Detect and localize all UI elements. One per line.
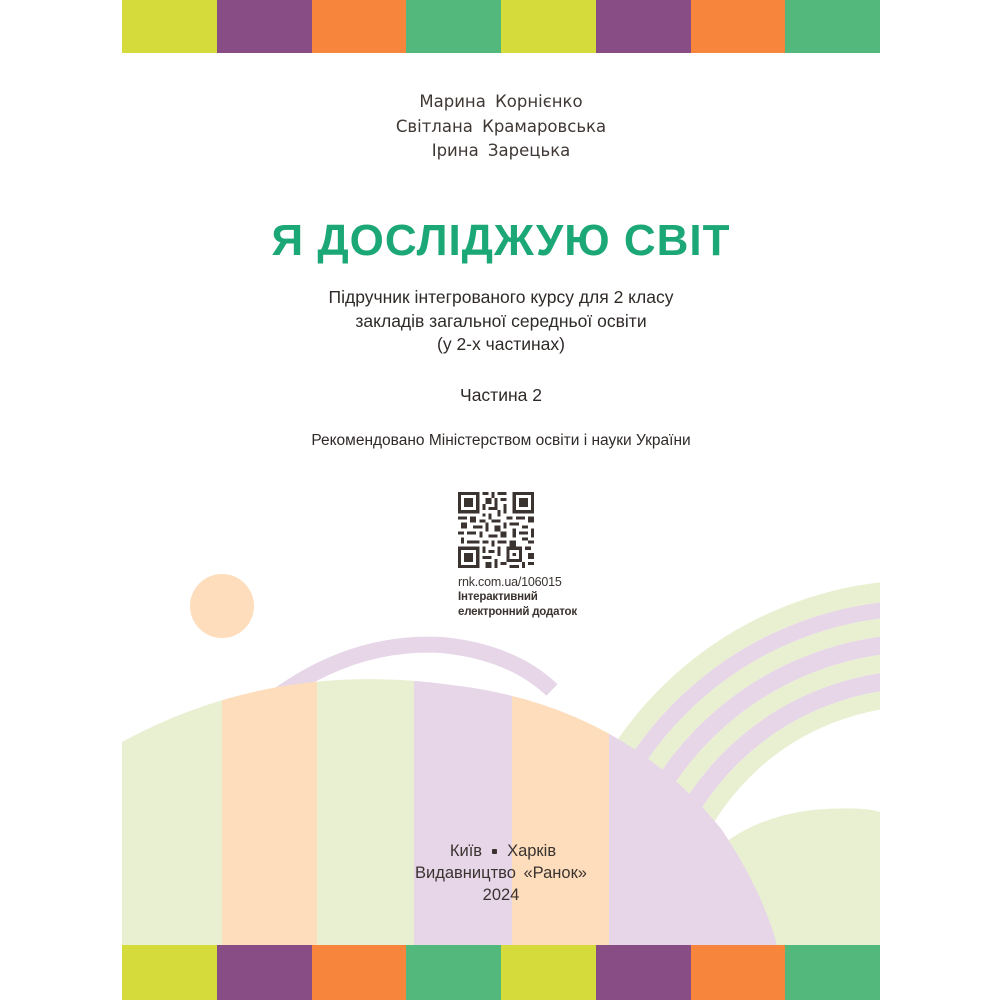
book-title: Я ДОСЛІДЖУЮ СВІТ (271, 216, 731, 265)
qr-description-line: електронний додаток (458, 605, 577, 618)
subtitle-line: (у 2-х частинах) (437, 334, 565, 354)
stripe-block-green (785, 945, 880, 1000)
stripe-block-yellow (501, 945, 596, 1000)
qr-code-icon[interactable] (458, 492, 534, 568)
author-name: Марина Корнієнко (419, 92, 583, 111)
stripe-block-green (406, 945, 501, 1000)
book-subtitle (122, 286, 880, 357)
publisher-name: Видавництво «Ранок» (415, 864, 587, 882)
qr-url-link[interactable]: rnk.com.ua/106015 (458, 575, 562, 589)
qr-description (458, 590, 658, 619)
stripe-block-orange (691, 945, 786, 1000)
book-part: Частина 2 (460, 385, 542, 405)
stripe-block-purple (596, 945, 691, 1000)
authors-list (122, 90, 880, 164)
subtitle-line: Підручник інтегрованого курсу для 2 класу (328, 287, 674, 307)
bottom-color-stripe (122, 945, 880, 1000)
stripe-block-yellow (122, 945, 217, 1000)
publisher-cities (450, 840, 556, 862)
qr-section (458, 492, 658, 619)
ministry-recommendation: Рекомендовано Міністерством освіти і науки України (311, 432, 691, 449)
author-name: Ірина Зарецька (431, 141, 571, 160)
bullet-icon (492, 849, 497, 854)
publisher-info (122, 840, 880, 906)
cover-text (122, 0, 880, 1000)
author-name: Світлана Крамаровська (395, 116, 607, 136)
stripe-block-purple (217, 945, 312, 1000)
publication-year: 2024 (482, 886, 520, 904)
stripe-block-orange (312, 945, 407, 1000)
city-name: Київ (449, 842, 483, 860)
book-cover (122, 0, 880, 1000)
qr-description-line: Інтерактивний (458, 591, 538, 603)
city-name: Харків (507, 842, 557, 860)
subtitle-line: закладів загальної середньої освіти (355, 310, 647, 331)
